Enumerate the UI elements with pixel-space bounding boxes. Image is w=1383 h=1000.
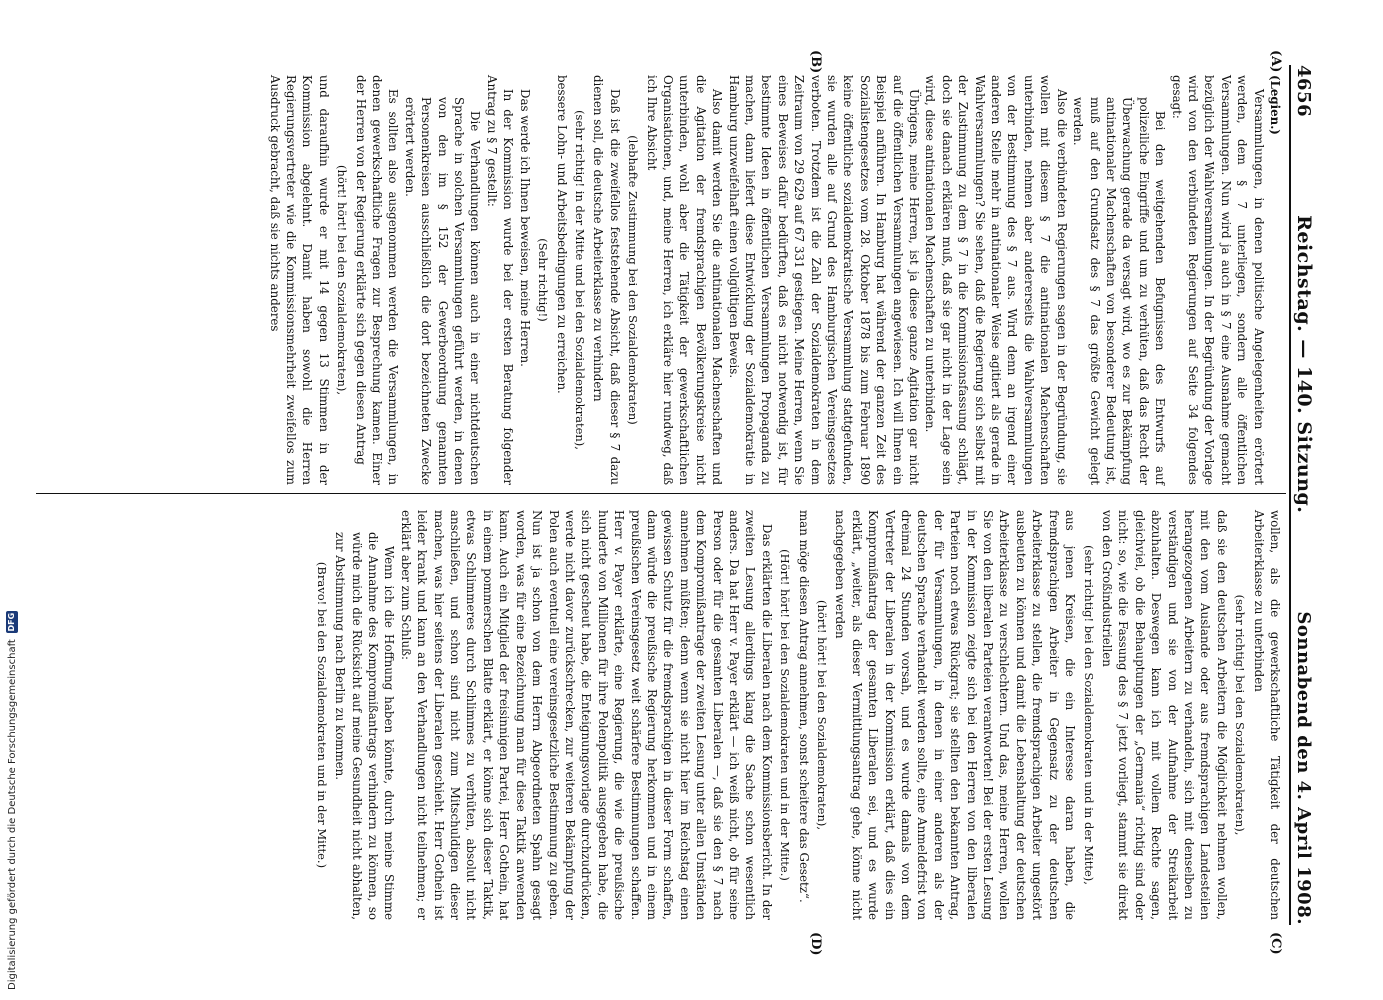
quotation: Wenn ich die Hoffnung haben könnte, durch meine Stimme die Annahme des Kompromißantrags verhindern zu können, so würde mich die Rücksicht auf meine Gesundheit nicht abhalten, zur Abstimmung nach Berlin zu kommen. bbox=[333, 532, 397, 920]
interjection: (sehr richtig! bei den Sozialdemokraten), bbox=[1233, 594, 1248, 836]
quotation: Bei den weitgehenden Befugnissen des Entwurfs auf polizeiliche Eingriffe und um zu verhüten, daß das Recht der Überwachung gerade da versagt wird, wo es zur Bekämpfung antinationaler Machenschaften von besonderer Bedeutung ist, muß auf den Grundsatz des § 7 das größte Gewicht gelegt werden. bbox=[1071, 97, 1168, 485]
page-number: 4656 bbox=[1293, 65, 1314, 118]
paragraph: Es sollten also ausgenommen werden die Versammlungen, in denen gewerkschaftliche Fragen zur Besprechung kamen. Einer der Herren von der Regierung erklärte sich gegen diesen Antrag bbox=[353, 75, 401, 485]
paragraph: bessere Lohn- und Arbeitsbedingungen zu erreichen. bbox=[554, 75, 569, 394]
interjection: (sehr richtig! in der Mitte und bei den Sozialdemokraten), bbox=[572, 110, 587, 450]
page-title: Reichstag. — 140. Sitzung. bbox=[1293, 215, 1315, 514]
interjection: (Bravo! bei den Sozialdemokraten und in der Mitte.) bbox=[314, 561, 329, 869]
margin-marker-d: (D) bbox=[808, 932, 823, 956]
margin-marker-c: (C) bbox=[1268, 932, 1283, 955]
margin-marker-b: (B) bbox=[808, 50, 823, 74]
paragraph: Das werde ich Ihnen beweisen, meine Herren. bbox=[517, 89, 532, 367]
paragraph: Also damit werden Sie die antinationalen Machenschaften und die Agitation der fremdsprachigen Bevölkerungskreise nicht unterbinden, wohl aber die Tätigkeit der gewerkschaftlichen Organisationen, und, meine Herren, ich erkläre hier rundweg, daß ich Ihre Absicht bbox=[644, 75, 725, 485]
credit-text: Digitalisierung gefördert durch die Deutsche Forschungsgemeinschaft bbox=[6, 639, 18, 990]
dfg-logo-icon: DFG bbox=[7, 612, 16, 632]
paragraph: Das erklärten die Liberalen nach dem Kommissionsbericht. In der zweiten Lesung allerdings klang die Sache schon wesentlich anders. Da hat Herr v. Payer erklärt — ich weiß nicht, ob für seine Person oder für die gesamten Liberalen —, daß sie den § 7 nach dem Kompromißantrage der zweiten Lesung unter allen Umständen annehmen müßten; denn wenn sie nicht hier im Reichstag einen gewissen Schutz für die fremdsprachigen in dieser Form schaffen, dann würde die preußische Regierung herkommen und in einem preußischen Vereinsgesetz weit schärfere Bestimmungen schaffen. Herr v. Payer erklärte, eine Regierung, die wie die preußische hunderte von Millionen für ihre Polenpolitik ausgegeben habe, die sich nicht gescheut habe, die Enteignungsvorlage durchzudrücken, werde nicht davor zurückschrecken, zur weiteren Bekämpfung der Polen auch eventuell eine vereinsgesetzliche Bestimmung zu geben. Nun ist ja schon von dem Herrn Abgeordneten Spahn gesagt worden, was für eine Bezeichnung man für diese Taktik anwenden kann. Auch ein Mitglied der freisinnigen Partei, Herr Gothein, hat in einem pommerschen Blatte erklärt, er könne sich dieser Taktik, etwas Schlimmeres durch Schlimmes zu verhüten, absolut nicht anschließen, und schon sind nicht zum Mitschuldigen dieser machen, was hier seitens der Liberalen geschieht. Herr Gothein ist leider krank und kann an den Verhandlungen nicht teilnehmen; er erklärt aber zum Schluß: bbox=[398, 510, 774, 920]
column-divider bbox=[36, 493, 1286, 494]
interjection: (Hört! hört! bei den Sozialdemokraten und in der Mitte.) bbox=[778, 549, 793, 881]
digitization-credit bbox=[6, 611, 18, 990]
session-date: Sonnabend den 4. April 1908. bbox=[1293, 611, 1314, 925]
paragraph: aus jenen Kreisen, die ein Interesse daran haben, die fremdsprachigen Arbeiter in Gegensatz zu der deutschen Arbeiterklasse zu stellen, die fremdsprachigen Arbeiter ungestört ausbeuten zu können und damit die Lebenshaltung der deutschen Arbeiterklasse zu verschlechtern. Und das, meine Herren, wollen Sie von den liberalen Parteien verantworten! Bei der ersten Lesung in der Kommission zeigte sich bei den Herren von den liberalen Parteien noch etwas Rückgrat; sie stellten den bekannten Antrag, der für Versammlungen, in denen in einer anderen als der deutschen Sprache verhandelt werden sollte, eine Anmeldefrist von dreimal 24 Stunden vorsah, und es wurde damals von dem Vertreter der Liberalen in der Kommission erklärt, daß dies ein Kompromißantrag der gesamten Liberalen sei, und es wurde erklärt, „weiter, als dieser Vermittlungsantrag gehe, könne nicht nachgegeben werden bbox=[833, 510, 1078, 920]
paragraph: In der Kommission wurde bei der ersten Beratung folgender Antrag zu § 7 gestellt: bbox=[484, 75, 516, 485]
header-rule bbox=[1289, 65, 1291, 925]
paragraph: Daß ist die zweifellos feststehende Absicht, daß dieser § 7 dazu dienen soll, die deutsche Arbeiterklasse zu verhindern bbox=[591, 75, 622, 485]
paragraph: Also die verbündeten Regierungen sagen in der Begründung, sie wollen mit diesem § 7 die antinationalen Machenschaften unterbinden, nehmen aber andererseits die Wahlversammlungen von der Bestimmung des § 7 aus. Wird denn an irgend einer anderen Stelle mehr in antinationaler Weise agitiert als gerade in Wahlversammlungen? Sie sehen, daß die Regierung sich selbst mit der Zustimmung zu dem § 7 in die Kommissionsfassung schlägt, doch sie danach erklären muß, daß sie gar nicht in der Lage sein wird, diese antinationalen Machenschaften zu unterbinden. bbox=[923, 75, 1069, 485]
right-column bbox=[311, 510, 1283, 920]
left-column bbox=[266, 75, 1283, 485]
paragraph: wollen, als die gewerkschaftliche Tätigkeit der deutschen Arbeiterklasse zu unterbinden bbox=[1251, 510, 1282, 920]
interjection: (lebhafte Zustimmung bei den Sozialdemokraten) bbox=[626, 135, 641, 425]
paragraph: man möge diesen Antrag annehmen, sonst scheitere das Gesetz“. bbox=[796, 510, 811, 903]
paragraph: daß sie den deutschen Arbeitern die Möglichkeit nehmen wollen, mit den vom Auslande oder aus fremdsprachigen Landesteilen herangezogenen Arbeitern zu verhandeln, sich mit denselben zu verständigen und sie von der Aufnahme der Streikarbeit abzuhalten. Deswegen kann ich mit vollem Rechte sagen, gleichviel, ob die Behauptungen der „Germania“ richtig sind oder nicht: so, wie die Fassung des § 7 jetzt vorliegt, stammt sie direkt von den Großindustriellen bbox=[1099, 510, 1229, 920]
quotation: Die Verhandlungen können auch in einer nichtdeutschen Sprache in solchen Versammlungen geführt werden, in denen von den im § 152 der Gewerbeordnung genannten Personenkreisen ausschließlich die dort bezeichneten Zwecke erörtert werden. bbox=[402, 97, 483, 485]
page-header bbox=[1293, 65, 1323, 925]
paragraph: Versammlungen, in denen politische Angelegenheiten erörtert werden, dem § 7 unterliegen, sondern alle öffentlichen Versammlungen. Nun wird ja auch in § 7 eine Ausnahme gemacht bezüglich der Wahlversammlungen. In der Begründung der Vorlage wird von den verbündeten Regierungen auf Seite 34 folgendes gesagt: bbox=[1169, 75, 1266, 485]
interjection: (hört! hört! bei den Sozialdemokraten), bbox=[335, 164, 350, 396]
paragraph: und daraufhin wurde er mit 14 gegen 13 Stimmen in der Kommission abgelehnt. Damit haben sowohl die Herren Regierungsvertreter wie die Kommissionsmehrheit zweifellos zum Ausdruck gebracht, daß sie nichts anderes bbox=[267, 75, 331, 485]
interjection: (sehr richtig! bei den Sozialdemokraten und in der Mitte), bbox=[1081, 545, 1096, 885]
margin-marker-a: (A) bbox=[1268, 50, 1283, 73]
paragraph: Übrigens, meine Herren, ist ja diese ganze Agitation gar nicht auf die öffentlichen Versammlungen angewiesen. Ich will Ihnen ein Beispiel anführen. In Hamburg hat während der ganzen Zeit des Sozialistengesetzes vom 28. Oktober 1878 bis zum Februar 1890 keine öffentliche sozialdemokratische Versammlung stattgefunden, sie wurden alle auf Grund des Hamburgischen Vereinsgesetzes verboten. Trotzdem ist die Zahl der Sozialdemokraten in dem Zeitraum von 29 629 auf 67 331 gestiegen. Meine Herren, wenn Sie eines Beweises dafür bedürften, daß es nicht notwendig ist, für bestimmte Ideen in öffentlichen Versammlungen Propaganda zu machen, dann liefert diese Entwicklung der Sozialdemokratie in Hamburg unzweifelhaft einen vollgültigen Beweis. bbox=[726, 75, 922, 485]
interjection: (Sehr richtig!) bbox=[536, 238, 551, 322]
speaker-name: (Legien.) bbox=[1268, 75, 1282, 135]
interjection: (hört! hört! bei den Sozialdemokraten), bbox=[815, 599, 830, 831]
